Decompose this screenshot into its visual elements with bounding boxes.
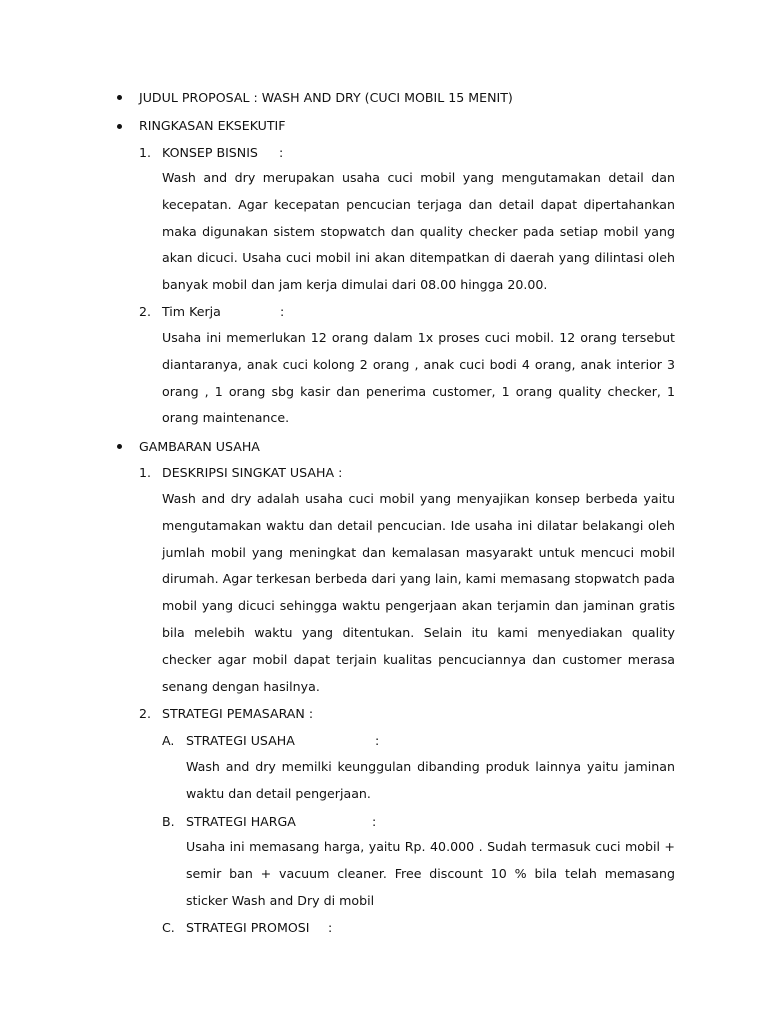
paragraph-deskripsi: Wash and dry adalah usaha cuci mobil yang menyajikan konsep berbeda yaitu mengutamakan waktu dan detail pencucian. Ide usaha ini dilatar belakangi oleh jumlah mobil yang meningkat dan kemalasan masyarakt untuk mencuci mobil dirumah. Agar terkesan berbeda dari yang lain, kami memasang stopwatch pada mobil yang dicuci sehingga waktu pengerjaan akan terjamin dan jaminan gratis bila melebih waktu yang ditentukan. Selain itu kami menyediakan quality checker agar mobil dapat terjain kualitas pencuciannya dan customer merasa senang dengan hasilnya. [162, 491, 675, 694]
item-number: 2. [139, 706, 152, 721]
bullet-icon [117, 95, 122, 100]
item-letter: A. [162, 733, 175, 748]
bullet-icon [117, 444, 122, 449]
colon: : [375, 733, 380, 748]
subsection-title-strategi-pemasaran: STRATEGI PEMASARAN : [162, 706, 314, 721]
colon: : [280, 304, 285, 319]
strategy-title-usaha: STRATEGI USAHA [186, 733, 295, 748]
colon: : [279, 145, 284, 160]
subsection-title-tim-kerja: Tim Kerja [162, 304, 221, 319]
strategy-title-promosi: STRATEGI PROMOSI [186, 920, 310, 935]
colon: : [328, 920, 333, 935]
paragraph-konsep-bisnis: Wash and dry merupakan usaha cuci mobil yang mengutamakan detail dan kecepatan. Agar kecepatan pencucian terjaga dan detail dapat dipertahankan maka digunakan sistem stopwatch dan quality checker pada setiap mobil yang akan dicuci. Usaha cuci mobil ini akan ditempatkan di daerah yang dilintasi oleh banyak mobil dan jam kerja dimulai dari 08.00 hingga 20.00. [162, 170, 675, 293]
subsection-title-konsep-bisnis: KONSEP BISNIS [162, 145, 258, 160]
proposal-title: JUDUL PROPOSAL : WASH AND DRY (CUCI MOBIL 15 MENIT) [139, 90, 513, 105]
bullet-icon [117, 124, 122, 129]
subsection-title-deskripsi: DESKRIPSI SINGKAT USAHA : [162, 465, 343, 480]
item-number: 2. [139, 304, 152, 319]
strategy-title-harga: STRATEGI HARGA [186, 814, 296, 829]
section-heading-gambaran-usaha: GAMBARAN USAHA [139, 439, 260, 454]
section-heading-ringkasan: RINGKASAN EKSEKUTIF [139, 118, 286, 133]
item-number: 1. [139, 465, 152, 480]
item-number: 1. [139, 145, 152, 160]
item-letter: C. [162, 920, 175, 935]
colon: : [372, 814, 377, 829]
paragraph-strategi-usaha: Wash and dry memilki keunggulan dibanding produk lainnya yaitu jaminan waktu dan detail pengerjaan. [186, 759, 675, 801]
paragraph-strategi-harga: Usaha ini memasang harga, yaitu Rp. 40.000 . Sudah termasuk cuci mobil + semir ban + vacuum cleaner. Free discount 10 % bila telah memasang sticker Wash and Dry di mobil [186, 839, 675, 908]
paragraph-tim-kerja: Usaha ini memerlukan 12 orang dalam 1x proses cuci mobil. 12 orang tersebut diantaranya, anak cuci kolong 2 orang , anak cuci bodi 4 orang, anak interior 3 orang , 1 orang sbg kasir dan penerima customer, 1 orang quality checker, 1 orang maintenance. [162, 330, 675, 426]
item-letter: B. [162, 814, 175, 829]
